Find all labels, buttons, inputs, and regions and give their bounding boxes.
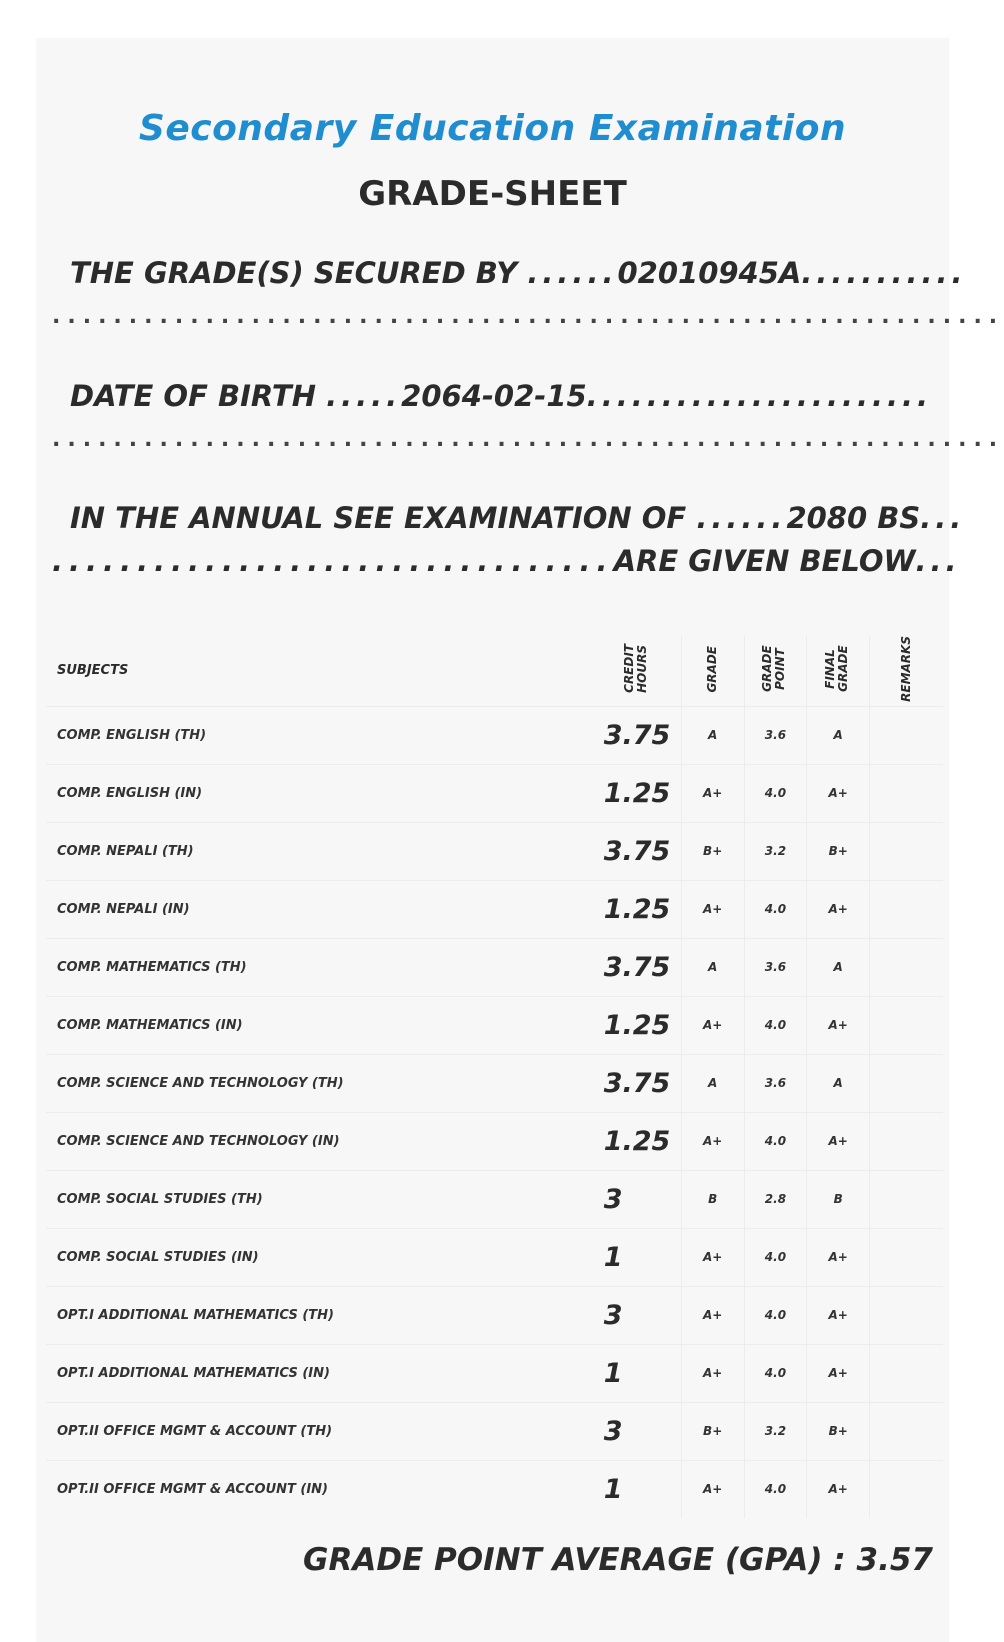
grade-point-cell: 4.0	[744, 1286, 807, 1344]
remarks-cell	[870, 706, 943, 764]
credit-hours-cell: 1.25	[594, 764, 682, 822]
credit-hours-cell: 3.75	[594, 1054, 682, 1112]
subject-cell: COMP. ENGLISH (TH)	[46, 706, 594, 764]
table-header-row	[46, 636, 943, 706]
grade-cell: B	[681, 1170, 744, 1228]
table-row	[46, 1054, 943, 1112]
table-row	[46, 938, 943, 996]
grade-point-cell: 3.2	[744, 822, 807, 880]
exam-year: 2080 BS	[786, 501, 921, 535]
final-grade-cell: A+	[807, 1286, 870, 1344]
remarks-cell	[870, 1112, 943, 1170]
final-grade-cell: A	[807, 938, 870, 996]
subject-cell: COMP. MATHEMATICS (TH)	[46, 938, 594, 996]
remarks-cell	[870, 996, 943, 1054]
grade-point-cell: 3.6	[744, 938, 807, 996]
final-grade-cell: A+	[807, 1228, 870, 1286]
credit-hours-cell: 1	[594, 1228, 682, 1286]
grade-cell: A+	[681, 1112, 744, 1170]
credit-hours-cell: 1	[594, 1344, 682, 1402]
table-row	[46, 706, 943, 764]
subject-cell: COMP. SOCIAL STUDIES (TH)	[46, 1170, 594, 1228]
subject-cell: COMP. SCIENCE AND TECHNOLOGY (IN)	[46, 1112, 594, 1170]
dotted-line: ..............................................................	[52, 427, 1004, 452]
symbol-number: 02010945A	[617, 256, 802, 290]
grade-cell: A+	[681, 1286, 744, 1344]
grade-point-cell: 4.0	[744, 1344, 807, 1402]
exam-title: Secondary Education Examination	[138, 108, 847, 149]
remarks-cell	[870, 1286, 943, 1344]
remarks-cell	[870, 764, 943, 822]
table-row	[46, 764, 943, 822]
subject-cell: COMP. MATHEMATICS (IN)	[46, 996, 594, 1054]
dob-value: 2064-02-15	[401, 379, 587, 413]
credit-hours-cell: 1.25	[594, 880, 682, 938]
subject-cell: OPT.II OFFICE MGMT & ACCOUNT (IN)	[46, 1460, 594, 1518]
credit-hours-cell: 3.75	[594, 706, 682, 764]
grade-point-cell: 4.0	[744, 1460, 807, 1518]
gpa-value: 3.57	[856, 1542, 933, 1578]
header-grade-point: GRADE POINT	[744, 636, 807, 706]
grade-cell: A	[681, 1054, 744, 1112]
grade-sheet	[36, 38, 1004, 1642]
header-remarks: REMARKS	[899, 636, 914, 702]
subject-cell: COMP. ENGLISH (IN)	[46, 764, 594, 822]
grade-point-cell: 3.6	[744, 1054, 807, 1112]
grade-point-cell: 4.0	[744, 1228, 807, 1286]
secured-by-label: THE GRADE(S) SECURED BY	[70, 256, 518, 290]
grade-point-cell: 3.2	[744, 1402, 807, 1460]
grade-point-cell: 4.0	[744, 1112, 807, 1170]
table-row	[46, 996, 943, 1054]
grade-cell: A+	[681, 764, 744, 822]
credit-hours-cell: 3.75	[594, 938, 682, 996]
grade-point-cell: 4.0	[744, 764, 807, 822]
final-grade-cell: B	[807, 1170, 870, 1228]
secured-by-line: THE GRADE(S) SECURED BY ......02010945A...........	[70, 256, 967, 290]
given-below-text: ARE GIVEN BELOW	[613, 544, 916, 578]
final-grade-cell: A	[807, 1054, 870, 1112]
gpa-label: GRADE POINT AVERAGE (GPA)	[303, 1542, 823, 1578]
subject-cell: COMP. NEPALI (TH)	[46, 822, 594, 880]
grade-cell: B+	[681, 822, 744, 880]
final-grade-cell: A+	[807, 996, 870, 1054]
header-grade: GRADE	[681, 636, 744, 706]
dob-line: DATE OF BIRTH .....2064-02-15.......................	[70, 379, 933, 413]
grades-table	[46, 636, 943, 1518]
remarks-cell	[870, 1460, 943, 1518]
credit-hours-cell: 3	[594, 1170, 682, 1228]
table-row	[46, 1286, 943, 1344]
grade-cell: A+	[681, 1460, 744, 1518]
final-grade-cell: A+	[807, 880, 870, 938]
header-credit-hours: CREDIT HOURS	[594, 636, 682, 706]
subject-cell: COMP. SOCIAL STUDIES (IN)	[46, 1228, 594, 1286]
subject-cell: COMP. SCIENCE AND TECHNOLOGY (TH)	[46, 1054, 594, 1112]
grade-point-cell: 4.0	[744, 880, 807, 938]
final-grade-cell: B+	[807, 822, 870, 880]
grade-cell: A	[681, 938, 744, 996]
remarks-cell	[870, 880, 943, 938]
grade-point-cell: 3.6	[744, 706, 807, 764]
final-grade-cell: A+	[807, 764, 870, 822]
final-grade-cell: A+	[807, 1460, 870, 1518]
dotted-line: ..............................................................	[52, 304, 1004, 329]
grade-cell: A	[681, 706, 744, 764]
grade-cell: B+	[681, 1402, 744, 1460]
header-final-grade: FINAL GRADE	[807, 636, 870, 706]
gpa-line: GRADE POINT AVERAGE (GPA) : 3.57	[303, 1542, 933, 1578]
table-row	[46, 822, 943, 880]
remarks-cell	[870, 938, 943, 996]
remarks-cell	[870, 1402, 943, 1460]
grade-cell: A+	[681, 1344, 744, 1402]
credit-hours-cell: 3	[594, 1402, 682, 1460]
credit-hours-cell: 3	[594, 1286, 682, 1344]
remarks-cell	[870, 1228, 943, 1286]
table-row	[46, 1402, 943, 1460]
grade-point-cell: 4.0	[744, 996, 807, 1054]
table-row	[46, 1344, 943, 1402]
exam-label: IN THE ANNUAL SEE EXAMINATION OF	[70, 501, 687, 535]
grade-cell: A+	[681, 1228, 744, 1286]
credit-hours-cell: 1.25	[594, 1112, 682, 1170]
credit-hours-cell: 1.25	[594, 996, 682, 1054]
final-grade-cell: A+	[807, 1344, 870, 1402]
grade-sheet-heading: GRADE-SHEET	[358, 174, 627, 214]
remarks-cell	[870, 1344, 943, 1402]
exam-line: IN THE ANNUAL SEE EXAMINATION OF ......2080 BS...	[70, 501, 966, 535]
final-grade-cell: B+	[807, 1402, 870, 1460]
grade-point-cell: 2.8	[744, 1170, 807, 1228]
remarks-cell	[870, 1054, 943, 1112]
final-grade-cell: A	[807, 706, 870, 764]
credit-hours-cell: 3.75	[594, 822, 682, 880]
credit-hours-cell: 1	[594, 1460, 682, 1518]
subject-cell: COMP. NEPALI (IN)	[46, 880, 594, 938]
subject-cell: OPT.II OFFICE MGMT & ACCOUNT (TH)	[46, 1402, 594, 1460]
table-row	[46, 1460, 943, 1518]
table-row	[46, 1170, 943, 1228]
table-row	[46, 1112, 943, 1170]
grade-cell: A+	[681, 880, 744, 938]
grade-cell: A+	[681, 996, 744, 1054]
subject-cell: OPT.I ADDITIONAL MATHEMATICS (TH)	[46, 1286, 594, 1344]
remarks-cell	[870, 822, 943, 880]
table-row	[46, 880, 943, 938]
table-row	[46, 1228, 943, 1286]
remarks-cell	[870, 1170, 943, 1228]
header-subjects: SUBJECTS	[57, 663, 129, 679]
dob-label: DATE OF BIRTH	[70, 379, 316, 413]
given-below-line: .................................ARE GIVEN BELOW...	[52, 544, 961, 578]
final-grade-cell: A+	[807, 1112, 870, 1170]
subject-cell: OPT.I ADDITIONAL MATHEMATICS (IN)	[46, 1344, 594, 1402]
